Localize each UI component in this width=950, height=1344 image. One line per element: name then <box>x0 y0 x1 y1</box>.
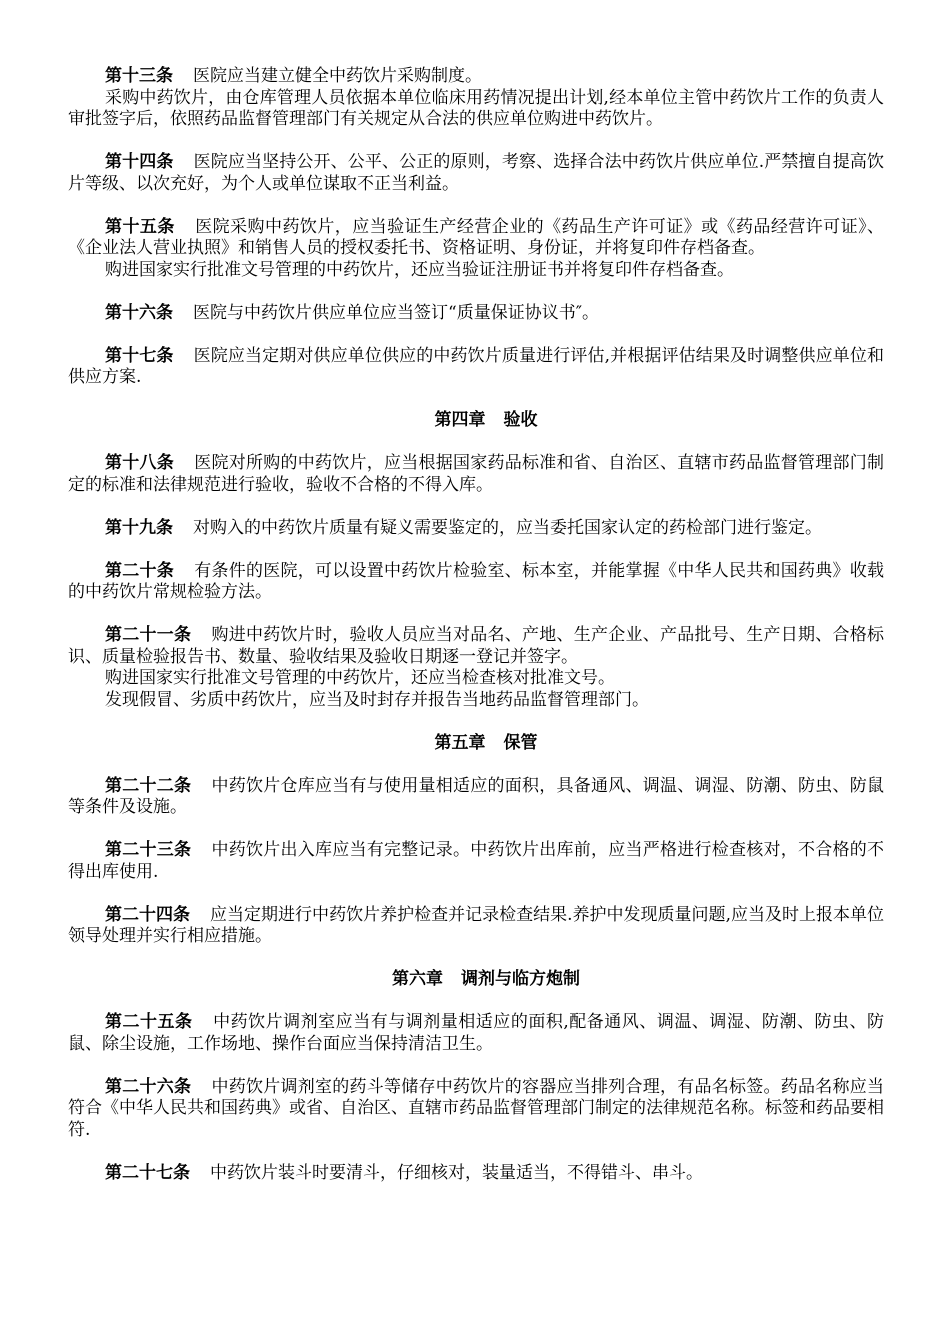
block-spacer <box>68 711 884 733</box>
chapter-number: 第四章 <box>434 410 486 430</box>
article-number: 第十五条 <box>105 216 175 237</box>
article-paragraph <box>68 840 884 883</box>
article-text: 中药饮片调剂室应当有与调剂量相适应的面积,配备通风、调温、调湿、防潮、防虫、防鼠、除尘设施，工作场地、操作台面应当保持清洁卫生。 <box>68 1012 885 1054</box>
article-paragraph <box>68 346 884 389</box>
article-text: 购进中药饮片时，验收人员应当对品名、产地、生产企业、产品批号、生产日期、合格标识、质量检验报告书、数量、验收结果及验收日期逐一登记并签字。 <box>68 625 884 667</box>
article-paragraph <box>68 518 884 540</box>
block-spacer <box>68 1055 884 1077</box>
article-number: 第十六条 <box>105 302 173 323</box>
article-paragraph <box>68 453 884 496</box>
article-text: 医院采购中药饮片，应当验证生产经营企业的《药品生产许可证》或《药品经营许可证》、《企业法人营业执照》和销售人员的授权委托书、资格证明、身份证，并将复印件存档备查。 <box>68 216 885 258</box>
block-spacer <box>68 754 884 776</box>
chapter-title: 调剂与临方炮制 <box>461 969 580 989</box>
chapter-title: 验收 <box>503 410 538 430</box>
article-number: 第二十条 <box>105 560 174 581</box>
article-block <box>68 346 884 389</box>
block-spacer <box>68 883 884 905</box>
article-paragraph <box>68 625 884 668</box>
block-spacer <box>68 281 884 303</box>
article-text: 对购入的中药饮片质量有疑义需要鉴定的，应当委托国家认定的药检部门进行鉴定。 <box>193 517 822 538</box>
article-text: 医院与中药饮片供应单位应当签订“质量保证协议书″。 <box>193 302 600 323</box>
chapter-heading <box>68 733 884 755</box>
article-number: 第二十四条 <box>105 904 191 925</box>
article-paragraph <box>68 1163 884 1185</box>
article-text: 中药饮片装斗时要清斗，仔细核对，装量适当，不得错斗、串斗。 <box>210 1162 703 1183</box>
article-subparagraph: 购进国家实行批准文号管理的中药饮片，还应当检查核对批准文号。 <box>105 668 615 688</box>
block-spacer <box>68 195 884 217</box>
article-text: 应当定期进行中药饮片养护检查并记录检查结果.养护中发现质量问题,应当及时上报本单位领导处理并实行相应措施。 <box>68 904 885 946</box>
article-text: 医院应当建立健全中药饮片采购制度。 <box>193 66 482 86</box>
article-text: 中药饮片仓库应当有与使用量相适应的面积，具备通风、调温、调湿、防潮、防虫、防鼠等条件及设施。 <box>68 775 884 817</box>
block-spacer <box>68 1141 884 1163</box>
block-spacer <box>68 324 884 346</box>
article-text: 医院应当坚持公开、公平、公正的原则，考察、选择合法中药饮片供应单位.严禁擅自提高饮片等级、以次充好，为个人或单位谋取不正当利益。 <box>68 152 884 194</box>
block-spacer <box>68 991 884 1013</box>
article-text: 有条件的医院，可以设置中药饮片检验室、标本室，并能掌握《中华人民共和国药典》收载的中药饮片常规检验方法。 <box>68 560 884 602</box>
article-block <box>68 625 884 711</box>
block-spacer <box>68 604 884 626</box>
article-paragraph <box>68 66 884 88</box>
article-block <box>68 1077 884 1142</box>
article-block <box>68 303 884 325</box>
article-number: 第二十六条 <box>105 1076 192 1097</box>
article-paragraph <box>68 561 884 604</box>
block-spacer <box>68 539 884 561</box>
article-block <box>68 776 884 819</box>
block-spacer <box>68 389 884 411</box>
article-subparagraph: 采购中药饮片，由仓库管理人员依据本单位临床用药情况提出计划,经本单位主管中药饮片工作的负责人审批签字后，依照药品监督管理部门有关规定从合法的供应单位购进中药饮片。 <box>68 87 884 129</box>
block-spacer <box>68 819 884 841</box>
document-body <box>68 66 884 1184</box>
article-number: 第二十七条 <box>105 1162 190 1183</box>
chapter-number: 第六章 <box>392 969 443 989</box>
article-block <box>68 217 884 282</box>
article-text: 中药饮片调剂室的药斗等储存中药饮片的容器应当排列合理，有品名标签。药品名称应当符合《中华人民共和国药典》或省、自治区、直辖市药品监督管理部门制定的法律规范名称。标签和药品要相符. <box>68 1076 884 1140</box>
article-paragraph <box>68 303 884 325</box>
article-number: 第十七条 <box>105 345 174 366</box>
article-number: 第二十二条 <box>105 775 192 796</box>
article-block <box>68 840 884 883</box>
block-spacer <box>68 948 884 970</box>
block-spacer <box>68 496 884 518</box>
article-block <box>68 453 884 496</box>
block-spacer <box>68 131 884 153</box>
block-spacer <box>68 432 884 454</box>
article-number: 第二十三条 <box>105 840 192 860</box>
article-subparagraph: 购进国家实行批准文号管理的中药饮片，还应当验证注册证书并将复印件存档备查。 <box>105 259 734 280</box>
article-block <box>68 152 884 195</box>
chapter-title: 保管 <box>503 732 538 753</box>
article-block <box>68 66 884 131</box>
article-text: 医院应当定期对供应单位供应的中药饮片质量进行评估,并根据评估结果及时调整供应单位和供应方案. <box>68 345 884 387</box>
article-paragraph <box>68 1077 884 1142</box>
article-subparagraph: 发现假冒、劣质中药饮片，应当及时封存并报告当地药品监督管理部门。 <box>105 689 649 710</box>
article-paragraph <box>68 1012 884 1055</box>
chapter-heading <box>68 969 884 991</box>
article-number: 第二十五条 <box>105 1012 193 1032</box>
article-text: 中药饮片出入库应当有完整记录。中药饮片出库前，应当严格进行检查核对，不合格的不得出库使用. <box>68 840 884 882</box>
article-number: 第二十一条 <box>105 625 192 645</box>
article-block <box>68 561 884 604</box>
article-text: 医院对所购的中药饮片，应当根据国家药品标准和省、自治区、直辖市药品监督管理部门制定的标准和法律规范进行验收，验收不合格的不得入库。 <box>68 453 884 495</box>
article-block <box>68 518 884 540</box>
article-block <box>68 905 884 948</box>
article-number: 第十九条 <box>105 517 173 538</box>
article-number: 第十八条 <box>105 453 174 473</box>
article-paragraph <box>68 905 884 948</box>
chapter-number: 第五章 <box>434 732 486 753</box>
article-paragraph <box>68 217 884 260</box>
article-paragraph <box>68 776 884 819</box>
article-block <box>68 1012 884 1055</box>
article-number: 第十三条 <box>105 66 173 86</box>
article-paragraph <box>68 152 884 195</box>
chapter-heading <box>68 410 884 432</box>
article-number: 第十四条 <box>105 152 174 172</box>
article-block <box>68 1163 884 1185</box>
